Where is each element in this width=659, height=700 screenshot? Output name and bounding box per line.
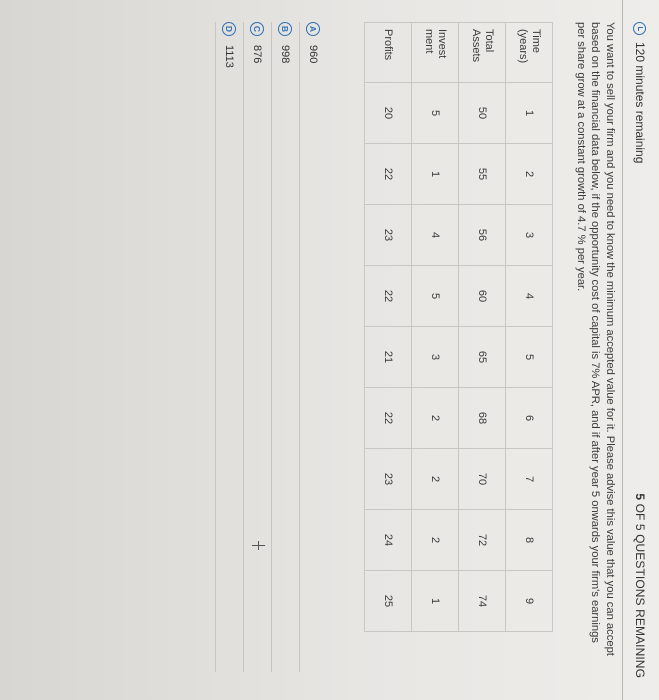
table-cell: 1 — [412, 144, 459, 205]
table-row — [412, 23, 459, 632]
table-cell: 65 — [459, 327, 506, 388]
table-cell: 7 — [506, 449, 553, 510]
option-value: 998 — [279, 45, 292, 64]
table-cell: 24 — [365, 510, 412, 571]
table-cell: 5 — [412, 83, 459, 144]
table-cell: 72 — [459, 510, 506, 571]
questions-remaining-label: OF 5 QUESTIONS REMAINING — [633, 503, 647, 678]
table-cell: 2 — [412, 449, 459, 510]
option-letter-badge: C — [251, 22, 265, 36]
option-letter-badge: D — [223, 22, 237, 36]
timer — [633, 22, 647, 163]
clock-icon — [634, 22, 647, 35]
option-letter-badge: B — [279, 22, 293, 36]
table-cell: 60 — [459, 266, 506, 327]
table-cell: 2 — [412, 510, 459, 571]
table-cell: 5 — [412, 266, 459, 327]
financial-data-table — [364, 22, 553, 632]
table-cell: 50 — [459, 83, 506, 144]
table-row — [365, 23, 412, 632]
option-value: 960 — [307, 45, 320, 64]
table-cell: 23 — [365, 205, 412, 266]
question-text: You want to sell your firm and you need to know the minimum accepted value for it. Please advise this value that you can accept based on the financial data below, if the opportunity cost of capital is 7% APR, and if after year 5 onwards your firm's earnings per share grow at a constant growth of 4.7 % per year. — [575, 22, 616, 656]
table-cell: 6 — [506, 388, 553, 449]
table-cell: 74 — [459, 571, 506, 632]
row-header: Total Assets — [459, 23, 506, 83]
quiz-header — [622, 0, 659, 700]
option-letter-badge: A — [307, 22, 321, 36]
option-value: 1113 — [223, 45, 236, 68]
answer-option-d[interactable] — [215, 22, 243, 672]
table-cell: 68 — [459, 388, 506, 449]
row-header: Profits — [365, 23, 412, 83]
table-cell: 4 — [412, 205, 459, 266]
table-cell: 1 — [506, 83, 553, 144]
table-cell: 4 — [506, 266, 553, 327]
table-cell: 22 — [365, 144, 412, 205]
answer-option-c[interactable] — [243, 22, 271, 672]
row-header: Invest ment — [412, 23, 459, 83]
table-cell: 2 — [412, 388, 459, 449]
table-cell: 23 — [365, 449, 412, 510]
table-cell: 5 — [506, 327, 553, 388]
table-cell: 9 — [506, 571, 553, 632]
table-cell: 1 — [412, 571, 459, 632]
option-value: 876 — [251, 45, 264, 64]
table-cell: 25 — [365, 571, 412, 632]
table-row — [506, 23, 553, 632]
table-cell: 22 — [365, 388, 412, 449]
timer-text: 120 minutes remaining — [633, 42, 647, 164]
table-cell: 2 — [506, 144, 553, 205]
answer-options — [215, 22, 327, 672]
table-cell: 20 — [365, 83, 412, 144]
table-cell: 3 — [506, 205, 553, 266]
table-cell: 22 — [365, 266, 412, 327]
table-cell: 55 — [459, 144, 506, 205]
answer-option-a[interactable] — [299, 22, 327, 672]
table-cell: 8 — [506, 510, 553, 571]
table-cell: 70 — [459, 449, 506, 510]
table-row — [459, 23, 506, 632]
table-cell: 56 — [459, 205, 506, 266]
questions-remaining — [633, 493, 647, 678]
table-cell: 21 — [365, 327, 412, 388]
answer-option-b[interactable] — [271, 22, 299, 672]
row-header: Time (years) — [506, 23, 553, 83]
table-cell: 3 — [412, 327, 459, 388]
questions-remaining-count: 5 — [633, 493, 647, 501]
